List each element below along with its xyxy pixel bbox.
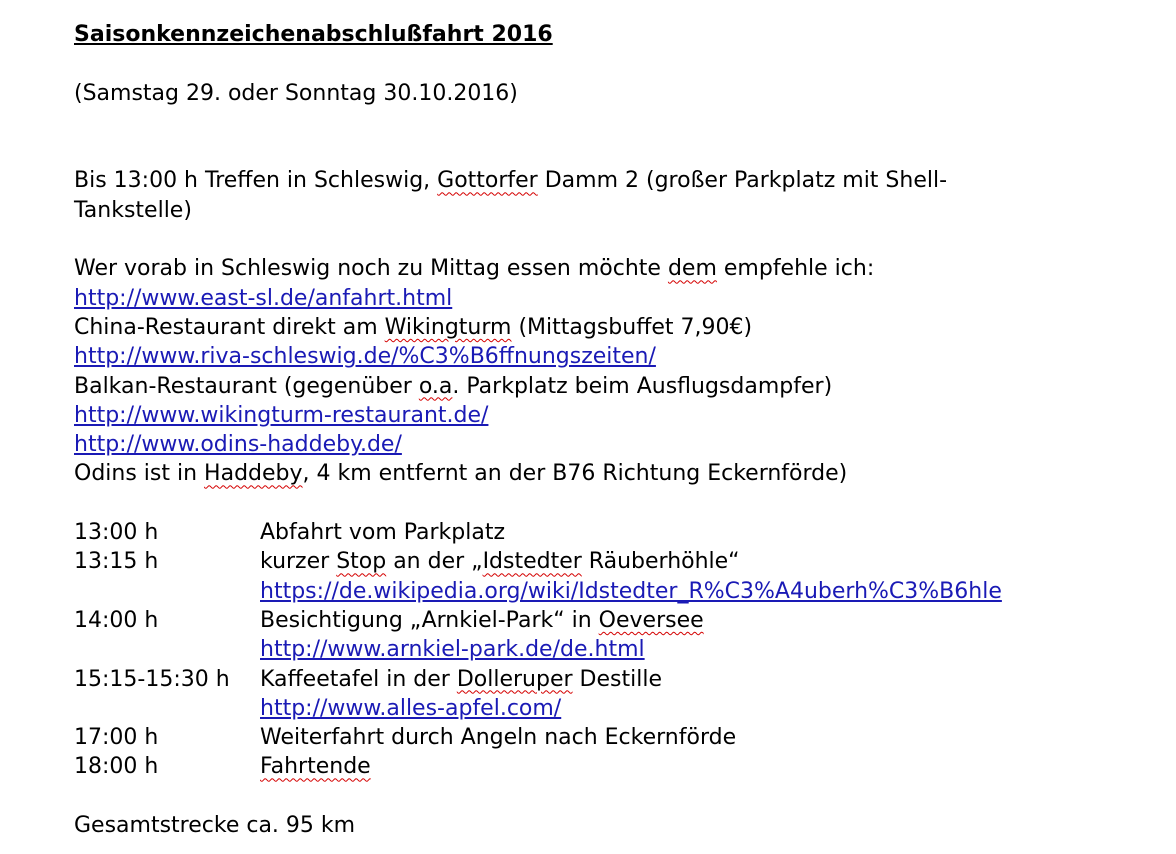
text: Räuberhöhle“ [581,549,740,575]
alles-apfel-link[interactable]: http://www.alles-apfel.com/ [260,695,562,721]
spellcheck-word: Dolleruper [456,666,573,692]
title-line [74,20,1164,49]
meeting-line-2: Tankstelle) [74,197,192,223]
spellcheck-word: Haddeby [204,461,303,487]
text: (Mittagsbuffet 7,90€) [511,314,753,340]
spacer [74,49,1164,78]
odins-haddeby-link[interactable]: http://www.odins-haddeby.de/ [74,432,402,458]
schedule-time: 15:15-15:30 h [74,666,230,692]
spellcheck-word: dem [667,256,717,282]
schedule-desc: Abfahrt vom Parkplatz [260,520,506,546]
link-line [74,401,1164,430]
text: Bis 13:00 h Treffen in Schleswig, [74,168,438,194]
spellcheck-word: Idstedter [482,549,582,575]
link-line [74,430,1164,459]
china-restaurant-line [74,313,1164,342]
idstedter-wikipedia-link[interactable]: https://de.wikipedia.org/wiki/Idstedter_R%C3%A4uberh%C3%B6hle [260,578,1002,604]
schedule-row [74,723,1164,752]
schedule-link-cell [260,577,1164,606]
text: an der „ [386,549,483,575]
link-line [74,284,1164,313]
document-page [74,20,1164,840]
schedule-time: 18:00 h [74,754,159,780]
schedule-time-empty [74,694,260,723]
schedule-row [74,635,1164,664]
schedule-row [74,665,1164,694]
lunch-intro [74,254,1164,283]
schedule-desc [260,547,1164,576]
arnkiel-park-link[interactable]: http://www.arnkiel-park.de/de.html [260,637,645,663]
text: kurzer [260,549,337,575]
schedule-desc [260,752,1164,781]
text: empfehle ich: [716,256,875,282]
schedule-row [74,694,1164,723]
schedule-row [74,518,1164,547]
schedule-row [74,577,1164,606]
schedule-time: 14:00 h [74,607,159,633]
text: Damm 2 (großer Parkplatz mit Shell- [537,168,948,194]
schedule-desc [260,606,1164,635]
text: , 4 km entfernt an der B76 Richtung Eckernförde) [302,461,848,487]
schedule-time: 13:15 h [74,549,159,575]
schedule-link-cell [260,635,1164,664]
spellcheck-word: Stop [336,549,387,575]
schedule-time: 17:00 h [74,725,159,751]
schedule-row [74,547,1164,576]
spacer [74,225,1164,254]
text: Kaffeetafel in der [260,666,457,692]
text: Besichtigung „Arnkiel-Park“ in [260,607,599,633]
text: Odins ist in [74,461,205,487]
schedule-row [74,606,1164,635]
text: Balkan-Restaurant (gegenüber [74,373,419,399]
balkan-restaurant-line [74,372,1164,401]
odins-line [74,459,1164,488]
meeting-line-1 [74,166,1164,195]
text: Wer vorab in Schleswig noch zu Mittag essen möchte [74,256,668,282]
text: Destille [572,666,662,692]
total-distance: Gesamtstrecke ca. 95 km [74,813,356,839]
text: . Parkplatz beim Ausflugsdampfer) [452,373,833,399]
schedule-time-empty [74,635,260,664]
schedule-desc [260,665,1164,694]
schedule-row [74,752,1164,781]
spellcheck-word: Fahrtende [260,754,371,780]
date-line: (Samstag 29. oder Sonntag 30.10.2016) [74,80,518,106]
text: China-Restaurant direkt am [74,314,385,340]
link-line [74,342,1164,371]
spacer [74,489,1164,518]
spellcheck-word: Gottorfer [437,168,538,194]
document-title: Saisonkennzeichenabschlußfahrt 2016 [74,22,553,47]
spellcheck-word: Oeversee [598,607,704,633]
schedule-link-cell [260,694,1164,723]
spellcheck-word: o.a [418,373,453,399]
spacer [74,137,1164,166]
schedule-time-empty [74,577,260,606]
east-sl-link[interactable]: http://www.east-sl.de/anfahrt.html [74,285,453,311]
schedule-time: 13:00 h [74,520,159,546]
riva-schleswig-link[interactable]: http://www.riva-schleswig.de/%C3%B6ffnungszeiten/ [74,344,656,370]
spacer [74,782,1164,811]
spellcheck-word: Wikingturm [384,314,512,340]
wikingturm-restaurant-link[interactable]: http://www.wikingturm-restaurant.de/ [74,402,489,428]
schedule-desc: Weiterfahrt durch Angeln nach Eckernförde [260,725,737,751]
spacer [74,108,1164,137]
